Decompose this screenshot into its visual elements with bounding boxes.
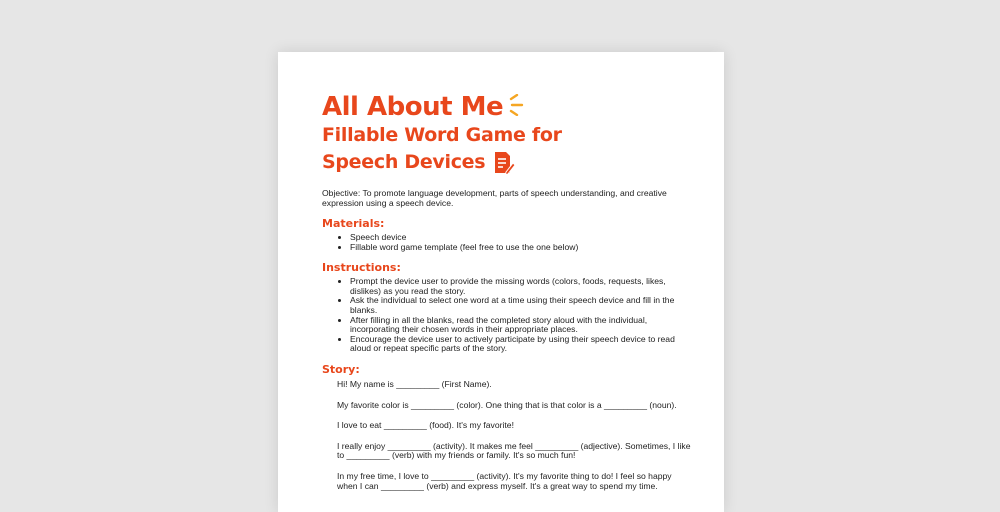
instructions-heading: Instructions: (322, 261, 401, 275)
document-pencil-icon (493, 151, 515, 175)
title-line-1 (322, 92, 692, 122)
document-content (322, 92, 692, 491)
document-page (278, 52, 724, 512)
story-heading: Story: (322, 362, 360, 376)
list-item: • Prompt the device user to provide the missing words (colors, foods, requests, likes, dislikes) as you read the story. (350, 277, 692, 296)
title-line-3 (322, 149, 692, 176)
story-paragraph: I really enjoy _________ (activity). It makes me feel _________ (adjective). Sometimes, I like to _________ (verb) with my friends or family. It's so much fun! (337, 440, 691, 461)
story-paragraph: Hi! My name is _________ (First Name). (337, 378, 492, 389)
story-paragraph: I love to eat _________ (food). It's my favorite! (337, 420, 514, 431)
list-item: • Speech device (350, 233, 692, 243)
subtitle-text: Fillable Word Game for (322, 124, 562, 146)
list-item: • Fillable word game template (feel free to use the one below) (350, 243, 692, 253)
materials-list (322, 233, 692, 252)
sparkle-icon (508, 94, 524, 116)
list-item: • Encourage the device user to actively participate by using their speech device to read aloud or repeat specific parts of the story. (350, 335, 692, 354)
title-line-2 (322, 122, 692, 149)
objective-text: Objective: To promote language development, parts of speech understanding, and creative expression using a speech device. (322, 188, 667, 208)
story-body (322, 380, 692, 491)
materials-heading: Materials: (322, 217, 385, 230)
title-text: All About Me (322, 92, 504, 122)
subtitle-text-2: Speech Devices (322, 151, 486, 173)
list-item: • After filling in all the blanks, read the completed story aloud with the individual, incorporating their chosen words in their appropriate places. (350, 316, 692, 335)
list-item: • Ask the individual to select one word at a time using their speech device and fill in the blanks. (350, 296, 692, 315)
story-paragraph: My favorite color is _________ (color). One thing that is that color is a _________ (noun). (337, 399, 677, 410)
story-paragraph: In my free time, I love to _________ (activity). It's my favorite thing to do! I feel so happy when I can _________ (verb) and express myself. It's a great way to spend my time. (337, 470, 672, 491)
instructions-list (322, 277, 692, 354)
